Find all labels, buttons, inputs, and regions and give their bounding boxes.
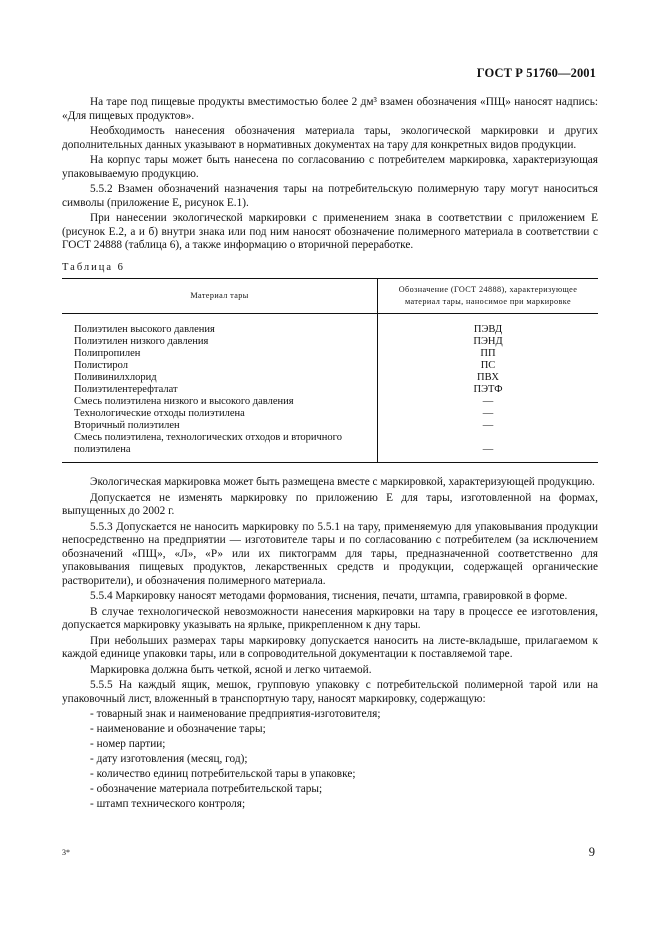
code-cell: — — [482, 408, 494, 419]
paragraph: Необходимость нанесения обозначения материала тары, экологической маркировки и других дополнительных данных указывают в нормативных документах на тару для конкретных видов продукции. — [62, 125, 598, 151]
paragraph: При нанесении экологической маркировки с применением знака в соответствии с приложением Е (рисунок Е.2, а и б) внутри знака или под ним наносят обозначение полимерного материала в соответствии с ГОСТ 24888 (таблица 6), а также информацию о вторичной переработке. — [62, 212, 598, 251]
material-cell-text: Смесь полиэтилена, технологических отходов и вторичного полиэтилена — [74, 432, 342, 455]
list-item: - штамп технического контроля; — [90, 798, 246, 810]
code-cell: ПЭТФ — [473, 384, 503, 395]
paragraph: 5.5.5 На каждый ящик, мешок, групповую упаковку с потребительской полимерной тарой или на упаковочный лист, вложенный в транспортную тару, наносят маркировку, содержащую: — [62, 679, 598, 705]
column-header-code: Обозначение (ГОСТ 24888), характеризующее материал тары, наносимое при маркировке — [378, 279, 599, 314]
material-cell: Полипропилен — [62, 348, 378, 360]
code-cell: ПП — [480, 348, 496, 359]
paragraph: 5.5.4 Маркировку наносят методами формования, тиснения, печати, штампа, гравировкой в форме. — [90, 590, 568, 602]
list-item: - дату изготовления (месяц, год); — [90, 753, 248, 765]
table-row — [62, 384, 598, 396]
table-row — [62, 408, 598, 420]
code-cell: — — [482, 396, 494, 407]
paragraph: В случае технологической невозможности нанесения маркировки на тару в процессе ее изготовления, допускается маркировку указывать на ярлыке, прикрепленном к дну тары. — [62, 605, 598, 631]
column-header-material: Материал тары — [62, 279, 378, 314]
code-cell: — — [378, 432, 599, 463]
paragraph: 5.5.3 Допускается не наносить маркировку по 5.5.1 на тару, применяемую для упаковывания продукции непосредственно на предприятии — изготовителе тары и по согласованию с потребителем (за исключением обозначений «ПЩ», «Л», «Р» или их пиктограмм для тары, предназначенной соответственно для упаковывания пищевых продуктов, лекарственных средств и продукции, содержащей органические растворители), и обозначения полимерного материала. — [62, 520, 598, 587]
material-cell: Поливинилхлорид — [62, 372, 378, 384]
code-cell: — — [482, 420, 494, 431]
list-item: - наименование и обозначение тары; — [90, 723, 266, 735]
table-row — [62, 314, 598, 337]
top-paragraphs — [62, 96, 598, 255]
page-number: 9 — [588, 845, 595, 859]
material-cell: Смесь полиэтилена низкого и высокого давления — [62, 396, 378, 408]
code-cell: ПВХ — [477, 372, 499, 383]
table-row — [62, 396, 598, 408]
table-row — [62, 348, 598, 360]
list-item: - количество единиц потребительской тары в упаковке; — [90, 768, 356, 780]
material-cell: Полиэтилентерефталат — [62, 384, 378, 396]
material-cell — [62, 432, 378, 463]
material-cell: Полиэтилен высокого давления — [62, 314, 378, 337]
table-row — [62, 336, 598, 348]
table-row — [62, 432, 598, 463]
paragraph: 5.5.2 Взамен обозначений назначения тары на потребительскую полимерную тару могут наноситься символы (приложение Е, рисунок Е.1). — [62, 183, 598, 209]
bottom-paragraphs — [62, 476, 598, 813]
table-row — [62, 420, 598, 432]
document-header: ГОСТ Р 51760—2001 — [476, 66, 596, 80]
list-item: - обозначение материала потребительской тары; — [90, 783, 323, 795]
material-cell: Полиэтилен низкого давления — [62, 336, 378, 348]
list-item: - товарный знак и наименование предприятия-изготовителя; — [90, 708, 381, 720]
code-cell: ПС — [480, 360, 496, 371]
code-cell: ПЭНД — [473, 336, 503, 347]
list-item: - номер партии; — [90, 738, 166, 750]
code-cell: ПЭВД — [473, 324, 503, 335]
paragraph: На таре под пищевые продукты вместимостью более 2 дм³ взамен обозначения «ПЩ» наносят надпись: «Для пищевых продуктов». — [62, 96, 598, 122]
table-row — [62, 372, 598, 384]
table-caption: Таблица 6 — [62, 262, 125, 273]
material-cell: Технологические отходы полиэтилена — [62, 408, 378, 420]
paragraph: Экологическая маркировка может быть размещена вместе с маркировкой, характеризующей продукцию. — [90, 476, 595, 488]
paragraph: Допускается не изменять маркировку по приложению Е для тары, изготовленной на формах, выпущенных до 2002 г. — [62, 491, 598, 517]
materials-table — [62, 278, 598, 463]
material-cell: Полистирол — [62, 360, 378, 372]
signature-mark: 3* — [62, 848, 70, 857]
material-cell: Вторичный полиэтилен — [62, 420, 378, 432]
paragraph: Маркировка должна быть четкой, ясной и легко читаемой. — [90, 663, 372, 676]
paragraph: На корпус тары может быть нанесена по согласованию с потребителем маркировка, характеризующая упаковываемую продукцию. — [62, 154, 598, 180]
table-row — [62, 360, 598, 372]
paragraph: При небольших размерах тары маркировку допускается наносить на листе-вкладыше, прилагаемом к каждой единице упаковки тары, или в сопроводительной документации к поставляемой таре. — [62, 634, 598, 660]
marking-list — [62, 708, 598, 812]
